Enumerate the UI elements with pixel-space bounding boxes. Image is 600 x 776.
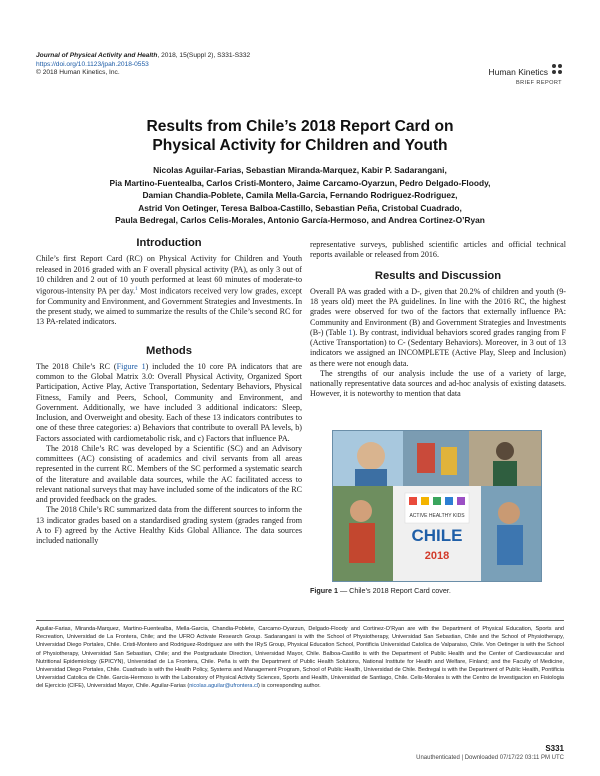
cover-year: 2018 bbox=[424, 550, 450, 562]
journal-citation: , 2018, 15(Suppl 2), S331-S332 bbox=[157, 52, 251, 59]
reference-link[interactable]: 1 bbox=[135, 287, 138, 292]
figure-caption-text: — Chile’s 2018 Report Card cover. bbox=[337, 586, 451, 595]
methods-paragraph: The 2018 Chile’s RC was developed by a Scientific (SC) and an Advisory committees (AC) consisting of academics and civil servants from all areas represented in the current RC. Members of the SC performed a systematic search of the literature and available data sources, while the AC facilitated access to relevant national surveys that may have included some of the indicators of the RC and provided feedback on the grades. bbox=[36, 443, 302, 505]
copyright: © 2018 Human Kinetics, Inc. bbox=[36, 69, 120, 77]
footnote-text: Aguilar-Farias, Miranda-Marquez, Martino-Fuentealba, Mella-Garcia, Chandia-Poblete, Carcamo-Oyarzun, Delgado-Floody and Cortinez-O’Ryan are with the Department of Physical Education, Sports and Recreation, Universidad de La Frontera, Chile; and the UFRO Activate Research Group. Sadarangani is with the School of Physiotherapy, Universidad San Sebastian, Chile and the School of Physiotherapy, Universidad Diego Portales, Chile. Cristi-Montero and Rodriguez-Rodriguez are with the IRyS Group, Physical Education School, Pontificia Universidad Catolica de Valparaiso, Chile. Von Oetinger is with the School of Physiotherapy, Universidad San Sebastian, Chile; and the Postgraduate Direction, Universidad Mayor, Chile. Balboa-Castillo is with the Department of Public Health and the Center of Cardiovascular and Nutritional Epidemiology (EPICYN), Universidad de La Frontera, Chile. Peña is with the Department of Public Health Solutions, National Institute for Health and Welfare, Finland; and the Faculty of Medicine, Universidad Diego Portales, Chile. Cuadrado is with the Health Policy, Systems and Management Program, School of Public Health, Universidad de Chile. Bedregal is with the Department of Public Health, Pontificia Universidad Catolica de Chile. Garcia-Hermoso is with the Laboratory of Physical Activity Sciences, Sports and Health, Universidad de Santiago, Chile. Celis-Morales is with the Centro de Investigacion en Fisiologia del Ejercicio (CIFE), Universidad Mayor, Chile. Aguilar-Farias ( bbox=[36, 626, 564, 690]
author-line: Nicolas Aguilar-Farias, Sebastian Miranda-Marquez, Kabir P. Sadarangani, bbox=[153, 165, 447, 175]
text-run: ) included the 10 core PA indicators that are common to the Global Matrix 3.0: Overall Physical Activity, Organized Sport Participation, Active Play, Active Transportation, Sedentary Behaviors, Physical Fitness, Family and Peers, School, Community and Environment, and Government. Additionally, we have included 3 additional indicators: Sleep, Inclusion, and Overweight and obesity. Each of these 13 indicators contributes to one of these three categories: a) Behaviors that contribute to overall PA levels, b) Factors associated with cardiometabolic risk, and c) Factors that influence PA. bbox=[36, 361, 302, 443]
text-run: The 2018 Chile’s RC ( bbox=[36, 361, 117, 371]
report-card-cover-image bbox=[333, 431, 541, 581]
methods-heading: Methods bbox=[146, 344, 192, 357]
cover-label: ACTIVE HEALTHY KIDS bbox=[409, 513, 465, 519]
article-type: BRIEF REPORT bbox=[515, 80, 562, 86]
text-run: Most indicators received very low grades, except for Community and Environment, and Government Strategies and Investments. In the present study, we aimed to summarize the results of the Chile’s second RC for 13 PA-related indicators. bbox=[36, 286, 302, 327]
doi-link[interactable]: https://doi.org/10.1123/jpah.2018-0553 bbox=[36, 60, 149, 68]
right-column bbox=[310, 240, 566, 400]
text-run: Overall PA was graded with a D-, given that 20.2% of children and youth (9-18 years old) meet the PA guidelines. In line with the 2016 RC, the highest grades were observed for two of the factors that externally influence PA: Community and Environment (B) and Government Strategies and Investments (B-) (Table bbox=[310, 286, 566, 337]
download-note: Unauthenticated | Downloaded 07/17/22 03:11 PM UTC bbox=[416, 755, 564, 761]
methods-paragraph bbox=[36, 362, 302, 444]
table-link[interactable]: 1 bbox=[348, 327, 353, 337]
methods-continued-paragraph: representative surveys, published scientific articles and official technical reports available or released from 2016. bbox=[310, 240, 566, 260]
figure-caption bbox=[310, 586, 566, 595]
publisher-logo-icon bbox=[550, 62, 564, 76]
article-title bbox=[60, 117, 540, 155]
title-line: Results from Chile’s 2018 Report Card on bbox=[146, 118, 454, 135]
journal-header bbox=[36, 52, 250, 78]
footnote-tail: ) is corresponding author. bbox=[258, 683, 321, 690]
journal-name: Journal of Physical Activity and Health bbox=[36, 52, 158, 59]
cover-country: CHILE bbox=[411, 526, 463, 545]
report-card-cover-figure bbox=[332, 430, 542, 582]
text-run: Chile’s first Report Card (RC) on Physical Activity for Children and Youth released in 2016 graded with an F overall physical activity (PA), as only 3 out of 10 children and 2 out of 10 youth performed at least 60 minutes of moderate-to vigorous-intensity PA per day. bbox=[36, 254, 302, 296]
page-number: S331 bbox=[545, 744, 564, 753]
figure-caption-label: Figure 1 bbox=[310, 586, 338, 595]
title-line: Physical Activity for Children and Youth bbox=[152, 137, 448, 154]
methods-paragraph: The 2018 Chile’s RC summarized data from the different sources to inform the 13 indicator grades based on a standardised grading system (grades ranged from A to F) agreed by the Active Healthy Kids Global Alliance. The data sources included nationally bbox=[36, 505, 302, 546]
results-paragraph bbox=[310, 287, 566, 369]
author-line: Pia Martino-Fuentealba, Carlos Cristi-Montero, Jaime Carcamo-Oyarzun, Pedro Delgado-Floody, bbox=[109, 177, 491, 188]
corresponding-email-link[interactable]: nicolas.aguilar@ufrontera.cl bbox=[189, 683, 259, 690]
text-run: ). By contrast, individual behaviors scored grades ranging from F (Active Transportation) to C- (Sedentary Behaviors). Moreover, in 3 out of 13 indicators we assigned an INCOMPLETE (Active Play, Sleep and Inclusion) as there were not enough data. bbox=[310, 327, 566, 368]
introduction-paragraph bbox=[36, 254, 302, 327]
left-column bbox=[36, 238, 302, 546]
author-list bbox=[40, 164, 560, 227]
figure-link[interactable]: Figure 1 bbox=[116, 361, 146, 371]
publisher-name: Human Kinetics bbox=[488, 67, 548, 77]
footnote-divider bbox=[36, 620, 564, 621]
author-line: Damian Chandia-Poblete, Camila Mella-Garcia, Fernando Rodriguez-Rodriguez, bbox=[142, 190, 458, 201]
results-heading: Results and Discussion bbox=[374, 269, 502, 282]
author-line: Astrid Von Oetinger, Teresa Balboa-Castillo, Sebastian Peña, Cristobal Cuadrado, bbox=[138, 202, 462, 213]
results-paragraph: The strengths of our analysis include the use of a variety of large, nationally representative data sources and ad-hoc analysis of existing datasets. However, it is noteworthy to mention that data bbox=[310, 368, 566, 399]
affiliation-footnote bbox=[36, 625, 564, 691]
introduction-heading: Introduction bbox=[136, 237, 202, 249]
author-line: Paula Bedregal, Carlos Celis-Morales, Antonio García-Hermoso, and Andrea Cortinez-O’Ryan bbox=[115, 215, 485, 226]
